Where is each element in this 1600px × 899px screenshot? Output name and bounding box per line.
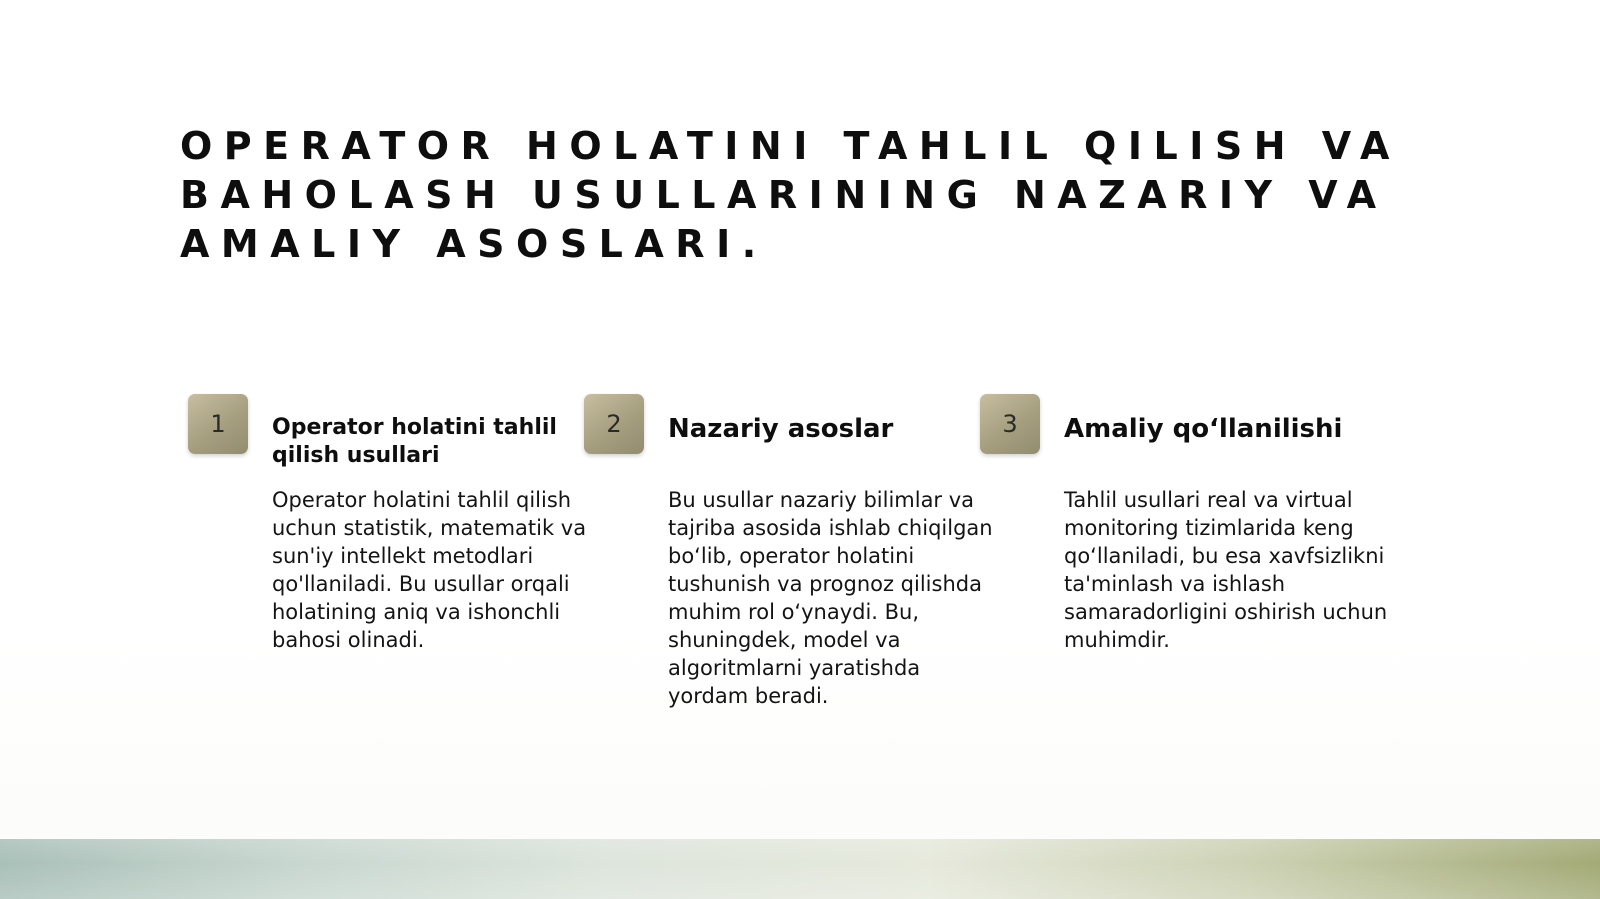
step-number-badge: 1 (188, 394, 248, 454)
column-2 (584, 394, 993, 734)
step-number-badge: 3 (980, 394, 1040, 454)
column-heading: Nazariy asoslar (668, 414, 894, 444)
column-1 (188, 394, 588, 734)
column-description: Tahlil usullari real va virtual monitoring tizimlarida keng qo‘llaniladi, bu esa xavfsizlikni ta'minlash va ishlash samaradorligini oshirish uchun muhimdir. (1064, 488, 1388, 652)
column-description: Operator holatini tahlil qilish uchun statistik, matematik va sun'iy intellekt metodlari qo'llaniladi. Bu usullar orqali holatining aniq va ishonchli bahosi olinadi. (272, 488, 587, 652)
column-heading: Amaliy qo‘llanilishi (1064, 414, 1343, 444)
decorative-bottom-band (0, 839, 1600, 899)
column-3 (980, 394, 1388, 734)
slide-title: OPERATOR HOLATINI TAHLIL QILISH VA BAHOLASH USULLARINING NAZARIY VA AMALIY ASOSLARI. (180, 124, 1401, 266)
column-description: Bu usullar nazariy bilimlar va tajriba asosida ishlab chiqilgan bo‘lib, operator holatini tushunish va prognoz qilishda muhim rol o‘ynaydi. Bu, shuningdek, model va algoritmlarni yaratishda yordam beradi. (668, 488, 993, 708)
step-number-badge: 2 (584, 394, 644, 454)
column-heading: Operator holatini tahlil qilish usullari (272, 415, 557, 468)
